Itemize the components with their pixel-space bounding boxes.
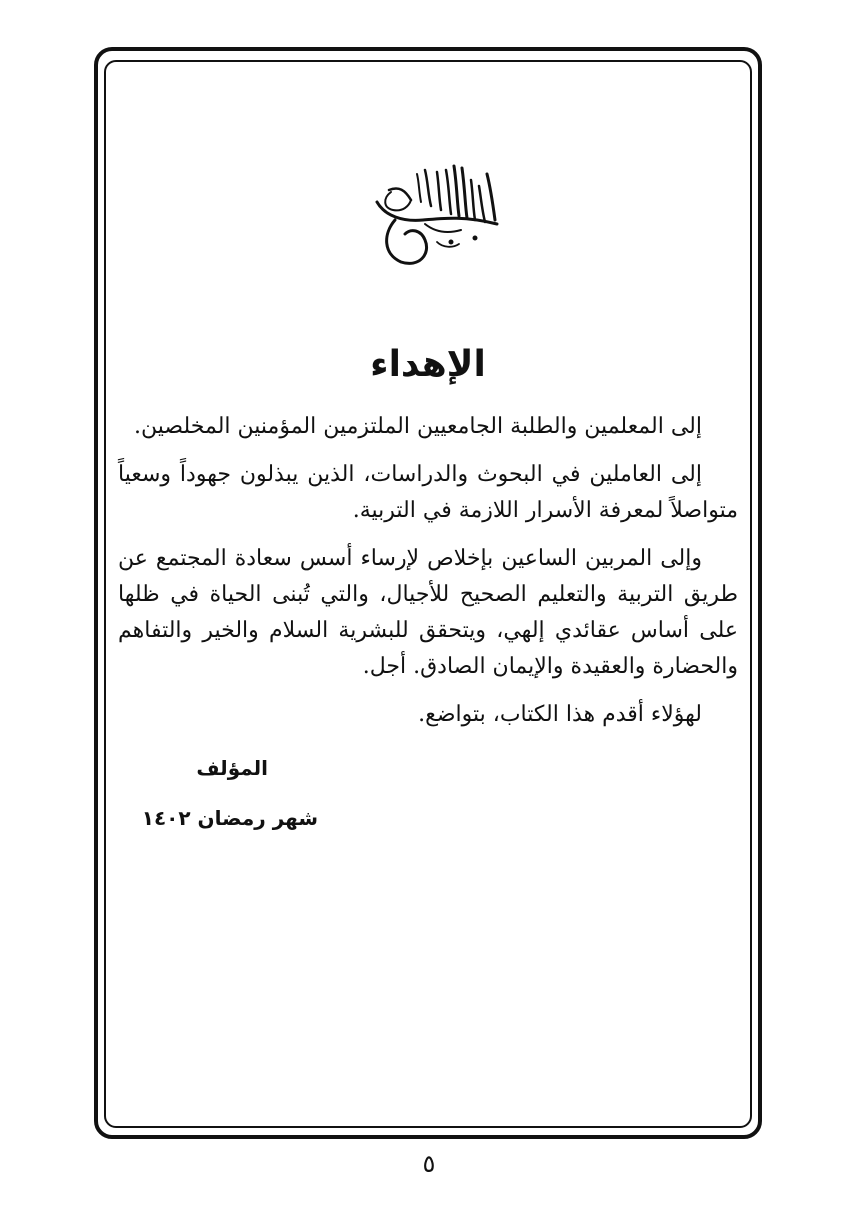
dedication-paragraph-2: إلى العاملين في البحوث والدراسات، الذين يبذلون جهوداً وسعياً متواصلاً لمعرفة الأسرار اللازمة في التربية. bbox=[118, 462, 738, 523]
dedication-content bbox=[118, 335, 738, 835]
dedication-paragraph-1: إلى المعلمين والطلبة الجامعيين الملتزمين المؤمنين المخلصين. bbox=[134, 414, 702, 439]
dedication-paragraph-4: لهؤلاء أقدم هذا الكتاب، بتواضع. bbox=[418, 702, 702, 727]
basmala-calligraphy-icon bbox=[365, 150, 505, 270]
dedication-paragraph-3: وإلى المربين الساعين بإخلاص لإرساء أسس سعادة المجتمع عن طريق التربية والتعليم الصحيح للأجيال، والتي تُبنى الحياة في ظلها على أساس عقائدي إلهي، ويتحقق للبشرية السلام والخير والتفاهم والحضارة والعقيدة والإيمان الصادق. أجل. bbox=[118, 546, 738, 679]
page-number: ٥ bbox=[422, 1150, 436, 1178]
signature-date: شهر رمضان ١٤٠٢ bbox=[141, 806, 318, 830]
page-title: الإهداء bbox=[370, 344, 486, 385]
author-signature: المؤلف bbox=[196, 756, 268, 780]
